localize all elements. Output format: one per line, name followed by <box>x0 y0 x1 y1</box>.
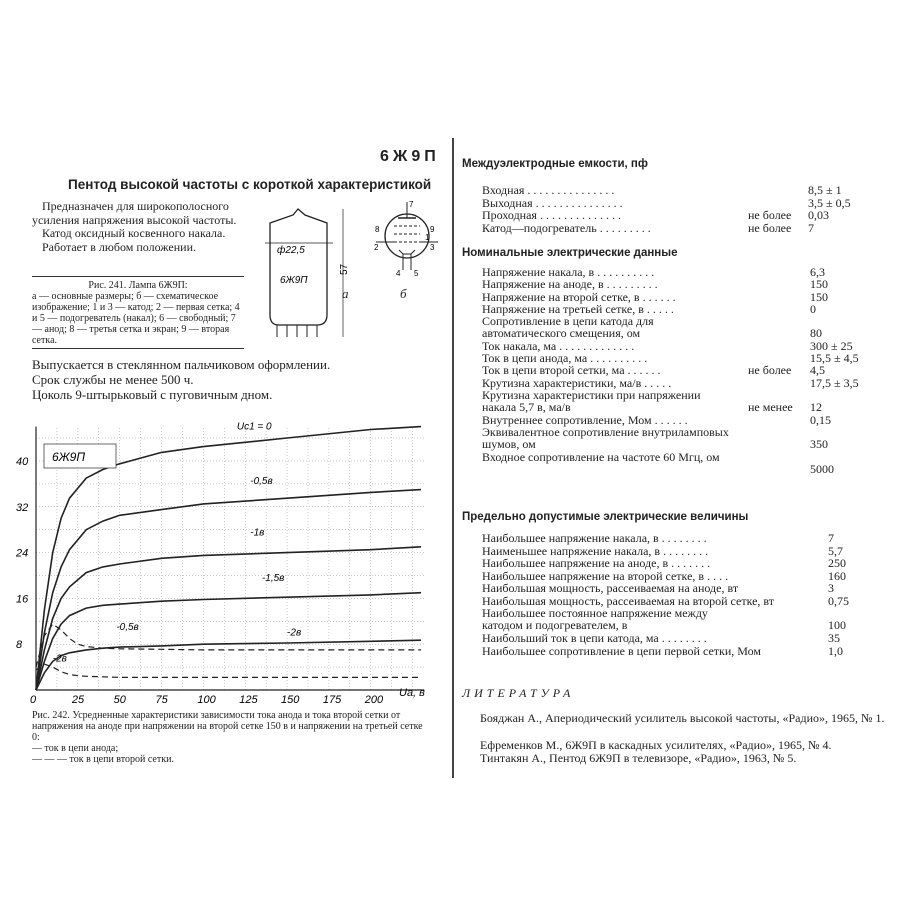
divider <box>32 276 244 277</box>
x-axis-label: Ua, в <box>399 687 425 699</box>
capacitance-label: Входная . . . . . . . . . . . . . . . <box>482 183 615 197</box>
nominal-label: Напряжение на аноде, в . . . . . . . . . <box>482 277 658 292</box>
limit-value: 3 <box>828 581 834 595</box>
nominal-label: Напряжение на третьей сетке, в . . . . . <box>482 301 674 316</box>
capacitance-value: 7 <box>808 220 814 235</box>
curve-label: -0,5в <box>116 621 139 633</box>
nominal-heading: Номинальные электрические данные <box>462 247 678 259</box>
pin-label: 9 <box>430 225 435 234</box>
limit-value: 5,7 <box>828 543 843 558</box>
limit-label: Наибольшее напряжение на второй сетке, в . . . . <box>482 568 729 583</box>
intro-line: Предназначен для широкополосного усиления напряжения высокой частоты. <box>32 199 237 227</box>
intro-text <box>32 200 247 254</box>
pin-label: 7 <box>409 200 414 209</box>
nominal-label: Напряжение на второй сетке, в . . . . . . <box>482 289 676 304</box>
x-tick-label: 50 <box>113 694 126 705</box>
tube-type-heading: 6Ж9П <box>380 148 440 165</box>
chart-title: 6Ж9П <box>52 450 86 464</box>
nominal-value: 350 <box>810 436 828 451</box>
nominal-label: Эквивалентное сопротивление внутриламповых шумов, ом <box>482 424 729 451</box>
nominal-label: Напряжение накала, в . . . . . . . . . . <box>482 265 655 279</box>
legend-dashed: — — — ток в цепи второй сетки. <box>32 754 174 765</box>
x-tick-label: 150 <box>281 694 300 705</box>
x-tick-label: 0 <box>30 694 37 705</box>
limit-value: 100 <box>828 618 846 632</box>
limit-value: 0,75 <box>828 593 849 608</box>
anode-current-curve <box>36 490 421 690</box>
x-tick-label: 100 <box>197 694 216 705</box>
curve-label: -1в <box>250 527 265 539</box>
y-tick-label: 40 <box>16 455 29 468</box>
nominal-value: 0,15 <box>810 412 831 427</box>
limit-label: Наибольшее напряжение накала, в . . . . . . . . <box>482 531 707 545</box>
nominal-label: Крутизна характеристики, ма/в . . . . . <box>482 375 672 390</box>
column-divider <box>452 138 454 778</box>
capacitance-value: 3,5 ± 0,5 <box>808 195 851 210</box>
nominal-label: Ток накала, ма . . . . . . . . . . . . . <box>482 338 635 353</box>
capacitance-heading: Междуэлектродные емкости, пф <box>462 158 648 170</box>
limit-label: Наибольшее сопротивление в цепи первой сетки, Мом <box>482 643 762 658</box>
nominal-label: Входное сопротивление на частоте 60 Мгц, ом <box>482 449 720 464</box>
manufacture-line: Цоколь 9-штырьковый с пуговичным дном. <box>32 387 273 402</box>
x-tick-label: 200 <box>364 694 384 705</box>
capacitance-value: 0,03 <box>808 208 829 222</box>
nominal-value: 80 <box>810 326 822 341</box>
capacitance-label: Проходная . . . . . . . . . . . . . . <box>482 208 621 222</box>
legend-solid: — ток в цепи анода; <box>32 743 119 754</box>
manufacture-info <box>32 357 330 402</box>
nominal-limit: не менее <box>748 400 793 414</box>
capacitance-label: Выходная . . . . . . . . . . . . . . . <box>482 195 623 210</box>
x-tick-label: 175 <box>322 694 342 705</box>
nominal-value: 6,3 <box>810 265 825 279</box>
limit-label: Наименьшее напряжение накала, в . . . . . . . . <box>482 543 709 558</box>
limit-value: 1,0 <box>828 643 843 658</box>
figure-241-caption-head: Рис. 241. Лампа 6Ж9П: <box>88 280 188 291</box>
screen-current-curve <box>36 621 421 667</box>
tube-schematic-symbol <box>372 198 442 283</box>
curve-label: -2в <box>52 653 67 665</box>
figure-242-caption <box>32 710 427 765</box>
capacitance-limit: не более <box>748 208 792 222</box>
limit-label: Наибольшая мощность, рассеиваемая на второй сетке, вт <box>482 593 775 608</box>
capacitance-label: Катод—подогреватель . . . . . . . . . <box>482 220 651 235</box>
pin-label: 3 <box>430 243 435 252</box>
pin-label: 1 <box>425 233 430 242</box>
limit-value: 160 <box>828 568 846 583</box>
limit-value: 35 <box>828 631 840 645</box>
figure-242-caption-text: Рис. 242. Усредненные характеристики зависимости тока анода и тока второй сетки от напряжения на аноде при напряжении на второй сетке 150 в и напряжении на третьей сетке 0: <box>32 710 423 743</box>
curve-label: -2в <box>287 627 302 639</box>
intro-line: Катод оксидный косвенного накала. <box>42 226 226 240</box>
nominal-value: 4,5 <box>810 363 825 378</box>
nominal-value: 0 <box>810 301 816 316</box>
nominal-label: Ток в цепи второй сетки, ма . . . . . . <box>482 363 661 378</box>
divider <box>32 348 244 349</box>
literature-item: Ефременков М., 6Ж9П в каскадных усилителях, «Радио», 1965, № 4. <box>480 738 832 752</box>
diameter-label: ф22,5 <box>277 245 305 256</box>
literature-item: Бояджан А., Апериодический усилитель высокой частоты, «Радио», 1965, № 1. <box>480 711 885 725</box>
nominal-value: 150 <box>810 289 828 304</box>
nominal-label: Крутизна характеристики при напряжении накала 5,7 в, ма/в <box>482 388 701 414</box>
limit-label: Наибольшая мощность, рассеиваемая на аноде, вт <box>482 581 739 595</box>
nominal-value: 300 ± 25 <box>810 338 853 353</box>
intro-line: Работает в любом положении. <box>42 239 197 254</box>
literature-heading: ЛИТЕРАТУРА <box>462 686 575 700</box>
limit-label: Наибольшее постоянное напряжение между катодом и подогревателем, в <box>482 606 708 632</box>
manufacture-line: Выпускается в стеклянном пальчиковом оформлении. <box>32 357 331 372</box>
nominal-value: 5000 <box>810 461 834 476</box>
nominal-value: 17,5 ± 3,5 <box>810 375 859 390</box>
nominal-label: Сопротивление в цепи катода для автоматического смещения, ом <box>482 314 654 341</box>
curve-label: Uc1 = 0 <box>236 421 272 433</box>
literature-item: Тинтакян А., Пентод 6Ж9П в телевизоре, «Радио», 1963, № 5. <box>480 751 797 765</box>
curve-label: -0,5в <box>250 475 273 487</box>
tube-outline-drawing <box>255 205 355 340</box>
y-tick-label: 32 <box>16 501 29 514</box>
nominal-label: Внутреннее сопротивление, Мом . . . . . . <box>482 412 688 427</box>
x-tick-label: 75 <box>155 694 168 705</box>
figure-241-caption-body: а — основные размеры; б — схематическое изображение; 1 и 3 — катод; 2 — первая сетка; 4 и 5 — подогреватель (накал); 6 — свободный; 7 — анод; 8 — третья сетка и экран; 9 — вторая сетка. <box>32 291 240 346</box>
height-label: 57 <box>339 263 350 275</box>
limit-value: 7 <box>828 531 834 545</box>
figure-label-b: б <box>400 286 407 301</box>
limit-value: 250 <box>828 556 846 570</box>
capacitance-value: 8,5 ± 1 <box>808 183 842 197</box>
limit-label: Наибольшее напряжение на аноде, в . . . . . . . <box>482 556 711 570</box>
anode-characteristics-chart <box>4 400 444 705</box>
y-tick-label: 16 <box>16 593 29 606</box>
screen-current-curve <box>36 664 421 677</box>
nominal-value: 12 <box>810 400 822 414</box>
x-tick-label: 25 <box>71 694 85 705</box>
y-tick-label: 8 <box>16 639 23 652</box>
pin-label: 4 <box>396 269 401 278</box>
figure-241-caption <box>32 280 244 346</box>
x-tick-label: 125 <box>239 694 258 705</box>
manufacture-line: Срок службы не менее 500 ч. <box>32 372 194 387</box>
nominal-limit: не более <box>748 363 792 378</box>
limit-label: Наибольший ток в цепи катода, ма . . . . . . . . <box>482 631 707 645</box>
figure-label-a: а <box>342 286 349 301</box>
y-tick-label: 24 <box>16 547 29 560</box>
curve-label: -1,5в <box>261 573 285 585</box>
pin-label: 8 <box>375 225 380 234</box>
anode-current-curve <box>36 547 421 690</box>
pin-label: 2 <box>374 243 379 252</box>
nominal-value: 15,5 ± 4,5 <box>810 351 859 366</box>
limits-heading: Предельно допустимые электрические величины <box>462 511 749 523</box>
nominal-label: Ток в цепи анода, ма . . . . . . . . . . <box>482 351 648 366</box>
pin-label: 5 <box>414 269 419 278</box>
capacitance-limit: не более <box>748 220 792 235</box>
page-title: Пентод высокой частоты с короткой характеристикой <box>68 177 432 192</box>
bulb-label: 6Ж9П <box>280 275 308 286</box>
nominal-value: 150 <box>810 277 828 292</box>
